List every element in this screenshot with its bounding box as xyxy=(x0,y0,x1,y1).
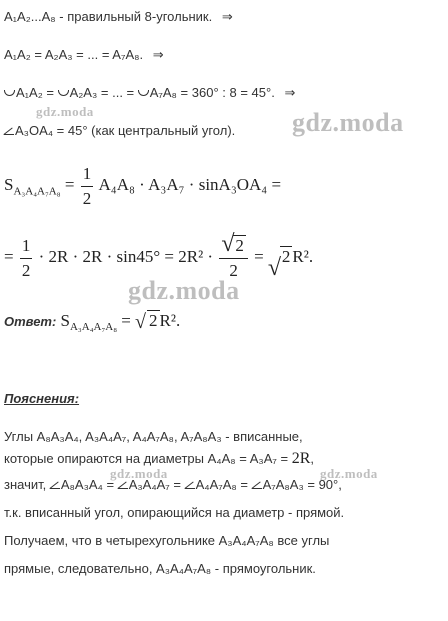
angle-text-2: A₃A₄A₇ = xyxy=(128,477,185,492)
angle-icon xyxy=(4,127,14,135)
diameters-text: которые опираются на диаметры A₄A₈ = A₃A₇ = xyxy=(4,451,289,466)
answer-tail: R². xyxy=(159,311,181,330)
arc-text-2: A₂A₃ = ... = xyxy=(69,85,138,100)
implies-arrow: ⇒ xyxy=(221,9,233,24)
arc-text-1: A₁A₂ = xyxy=(16,85,58,100)
area-computation xyxy=(4,232,313,283)
implies-arrow: ⇒ xyxy=(152,47,164,62)
watermark: gdz.moda xyxy=(128,276,240,305)
angle-icon xyxy=(50,481,60,489)
diameter-value: 2R xyxy=(291,450,311,467)
arc-icon xyxy=(4,90,15,96)
sqrt-symbol: √ 2 xyxy=(221,230,244,257)
therefore-text: значит, xyxy=(4,477,50,492)
angle-icon xyxy=(252,481,262,489)
area-symbol: S xyxy=(4,175,14,194)
equal-sides xyxy=(4,46,164,63)
explanation-line: т.к. вписанный угол, опирающийся на диаметр - прямой. xyxy=(4,505,345,520)
sqrt-radicand: 2 xyxy=(235,235,244,255)
central-angle xyxy=(4,122,235,139)
answer-line xyxy=(4,306,180,342)
explanation-line xyxy=(4,476,342,493)
fraction-numerator: 1 xyxy=(81,162,94,187)
angle-text-3: A₄A₇A₈ = xyxy=(195,477,252,492)
sqrt-radicand: 2 xyxy=(281,247,291,266)
explanation-line: Получаем, что в четырехугольнике A₃A₄A₇A₈ все углы xyxy=(4,533,330,548)
area-formula-rhs: A₄A₈ · A₃A₇ · sinA₃OA₄ = xyxy=(98,175,282,194)
sqrt-symbol: √ 2 xyxy=(135,311,158,333)
answer-label: Ответ: xyxy=(4,314,57,329)
fraction-half xyxy=(81,162,94,211)
fraction-half xyxy=(20,234,33,283)
watermark: gdz.moda xyxy=(36,104,94,119)
equals-sign: = xyxy=(254,247,264,266)
computation-tail: R². xyxy=(292,247,314,266)
arc-text-3: A₇A₈ = 360° : 8 = 45°. xyxy=(149,85,275,100)
central-angle-text: A₃OA₄ = 45° (как центральный угол). xyxy=(15,123,236,138)
angle-icon xyxy=(185,481,195,489)
angle-text-1: A₈A₃A₄ = xyxy=(60,477,118,492)
watermark: gdz.moda xyxy=(292,108,404,137)
equals-sign: = xyxy=(121,311,131,330)
watermark: gdz.moda xyxy=(110,466,168,481)
explanation-heading: Пояснения: xyxy=(4,391,80,406)
answer-area-symbol: S xyxy=(60,311,70,330)
arc-icon xyxy=(58,90,69,96)
fraction-denominator: 2 xyxy=(229,260,238,280)
implies-arrow: ⇒ xyxy=(284,85,296,100)
answer-subscript: A₃A₄A₇A₈ xyxy=(69,321,118,333)
watermark: gdz.moda xyxy=(320,466,378,481)
fraction-numerator xyxy=(219,230,248,259)
fraction-denominator: 2 xyxy=(21,260,31,280)
equals-sign: = xyxy=(4,247,14,266)
arc-icon xyxy=(138,90,149,96)
explanation-line: Углы A₈A₃A₄, A₃A₄A₇, A₄A₇A₈, A₇A₈A₃ - вписанные, xyxy=(4,429,303,444)
computation-middle: · 2R · 2R · sin45° = 2R² · xyxy=(38,247,214,266)
area-formula xyxy=(4,160,281,216)
fraction-sqrt2-over-2 xyxy=(219,230,248,283)
sqrt-radicand: 2 xyxy=(149,311,158,330)
given-octagon-text: A₁A₂...A₈ - правильный 8-угольник. xyxy=(4,9,213,24)
equal-sides-text: A₁A₂ = A₂A₃ = ... = A₇A₈. xyxy=(4,47,144,62)
equal-arcs xyxy=(4,84,295,101)
fraction-numerator: 1 xyxy=(20,234,33,259)
angle-text-4: A₇A₈A₃ = 90°, xyxy=(262,477,342,492)
sqrt-symbol: √ 2 xyxy=(267,247,291,281)
explanation-line: прямые, следовательно, A₃A₄A₇A₈ - прямоугольник. xyxy=(4,561,316,576)
explanation-line xyxy=(4,450,314,467)
angle-icon xyxy=(118,481,128,489)
equals-sign: = xyxy=(64,175,75,194)
given-octagon xyxy=(4,8,233,25)
fraction-denominator: 2 xyxy=(82,188,92,208)
comma: , xyxy=(310,451,314,466)
area-subscript: A₃A₄A₇A₈ xyxy=(13,185,61,198)
